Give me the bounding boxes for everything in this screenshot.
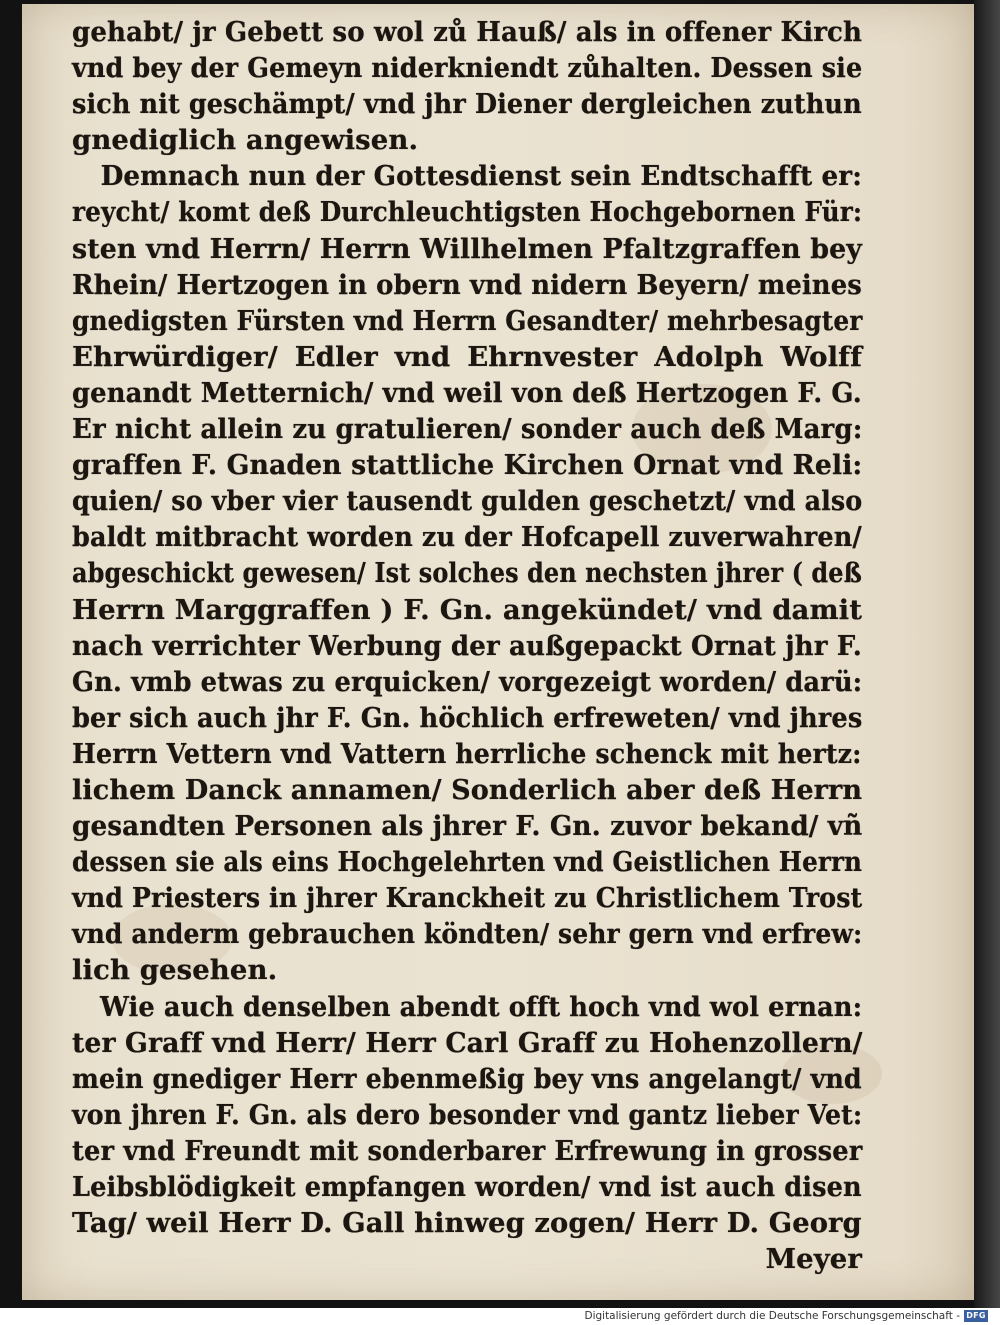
text-line: Leibsblödigkeit empfangen worden/ vnd ist auch disen [72,1171,862,1203]
text-line: quien/ so vber vier tausendt gulden geschetzt/ vnd also [72,485,863,518]
text-line: Herrn Vettern vnd Vattern herrliche schenck mit hertz: [72,737,862,770]
text-line: vnd Priesters in jhrer Kranckheit zu Christlichem Trost [72,882,863,915]
text-line: von jhren F. Gn. als dero besonder vnd gantz lieber Vet: [72,1098,863,1131]
text-line: Ehrwürdiger/ Edler vnd Ehrnvester Adolph Wolff [72,340,862,373]
text-line: Gn. vmb etwas zu erquicken/ vorgezeigt worden/ darü: [72,665,863,698]
page-text [72,14,862,1277]
text-line: mein gnediger Herr ebenmeßig bey vns angelangt/ vnd [72,1062,862,1095]
text-line: gnedigsten Fürsten vnd Herrn Gesandter/ mehrbesagter [72,304,863,337]
text-line: vnd anderm gebrauchen köndten/ sehr gern vnd erfrew: [72,918,863,951]
text-line: Herrn Marggraffen ) F. Gn. angekündet/ vnd damit [72,593,862,626]
text-line: Demnach nun der Gottesdienst sein Endtschafft er: [100,160,862,193]
catchword: Meyer [765,1243,862,1276]
footer-credit[interactable]: Digitalisierung gefördert durch die Deutsche Forschungsgemeinschaft - [584,1310,960,1322]
book-edge [974,0,1000,1308]
text-line: genandt Metternich/ vnd weil von deß Hertzogen F. G. [72,376,862,409]
text-line: sten vnd Herrn/ Herrn Willhelmen Pfaltzgraffen bey [72,232,863,265]
dfg-logo[interactable]: DFG [964,1310,988,1322]
text-line: lich gesehen. [72,954,278,987]
text-line: ter vnd Freundt mit sonderbarer Erfrewung in grosser [72,1134,863,1167]
text-line: abgeschickt gewesen/ Ist solches den nechsten jhrer ( deß [72,557,862,590]
text-line: baldt mitbracht worden zu der Hofcapell zuverwahren/ [72,521,862,554]
text-line: nach verrichter Werbung der außgepackt Ornat jhr F. [72,629,862,662]
text-line: gesandten Personen als jhrer F. Gn. zuvor bekand/ vñ [72,810,863,843]
text-line: reycht/ komt deß Durchleuchtigsten Hochgebornen Für: [72,196,863,229]
text-line: Tag/ weil Herr D. Gall hinweg zogen/ Herr D. Georg [72,1207,862,1240]
text-line: dessen sie als eins Hochgelehrten vnd Geistlichen Herrn [72,846,863,879]
text-line: vnd bey der Gemeyn niderkniendt zůhalten. Dessen sie [72,52,863,85]
text-line: sich nit geschämpt/ vnd jhr Diener dergleichen zuthun [72,88,862,121]
text-line: Wie auch denselben abendt offt hoch vnd wol ernan: [100,990,863,1023]
text-line: ber sich auch jhr F. Gn. höchlich erfreweten/ vnd jhres [72,701,863,734]
text-line: Rhein/ Hertzogen in obern vnd nidern Beyern/ meines [72,268,862,301]
text-line: Er nicht allein zu gratulieren/ sonder auch deß Marg: [72,413,863,446]
footer-bar [0,1308,1000,1325]
text-line: gehabt/ jr Gebett so wol zů Hauß/ als in offener Kirch [72,16,863,48]
text-line: graffen F. Gnaden stattliche Kirchen Ornat vnd Reli: [72,449,863,482]
text-line: gnediglich angewisen. [72,124,419,157]
text-line: ter Graff vnd Herr/ Herr Carl Graff zu Hohenzollern/ [72,1026,863,1059]
text-line: lichem Danck annamen/ Sonderlich aber deß Herrn [72,773,863,806]
